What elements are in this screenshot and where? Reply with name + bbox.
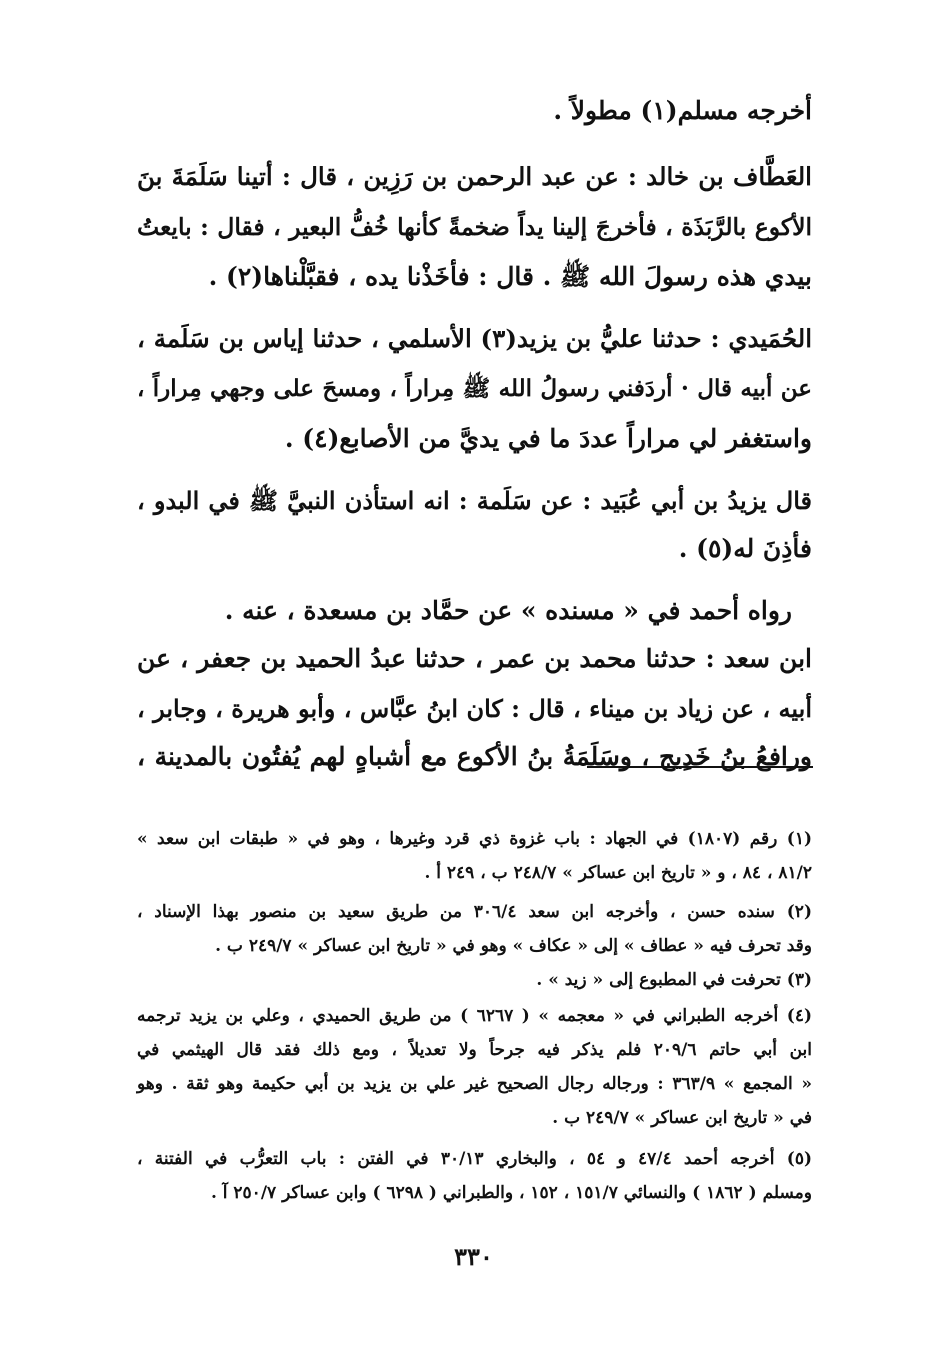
body-line: فأذِنَ له(٥) . [678,534,812,563]
body-line: بيدي هذه رسولَ الله ﷺ . قال : فأخَذْنا يده ، فقبَّلْناها(٢) . [208,262,812,291]
body-line: ورافعُ بنُ خَدِيج ، وسَلَمَةُ بنُ الأكوع مع أشباهٍ لهم يُفتُون بالمدينة ، [137,742,812,771]
footnote-line: ابن أبي حاتم ٢٠٩/٦ فلم يذكر فيه جرحاً ولا تعديلاً ، ومع ذلك فقد قال الهيثمي في [137,1040,812,1060]
footnote-line: (٢) سنده حسن ، وأخرجه ابن سعد ٣٠٦/٤ من طريق سعيد بن منصور بهذا الإسناد ، [137,902,812,922]
footnote-line: (١) رقم (١٨٠٧) في الجهاد : باب غزوة ذي قرد وغيرها ، وهو في « طبقات ابن سعد » [137,829,812,849]
body-line: العَطَّاف بن خالد : عن عبد الرحمن بن رَزِين ، قال : أتينا سَلَمَةَ بنَ [137,162,812,191]
body-line: ابن سعد : حدثنا محمد بن عمر ، حدثنا عبدُ الحميد بن جعفر ، عن [137,644,812,673]
footnote-line: وقد تحرف فيه « عطاف » إلى « عكاف » وهو في « تاريخ ابن عساكر » ٢٤٩/٧ ب . [215,936,812,956]
footnote-line: « المجمع » ٣٦٣/٩ : ورجاله رجال الصحيح غير علي بن يزيد بن أبي حكيمة وهو ثقة . وهو [137,1074,812,1094]
body-line: رواه أحمد في « مسنده » عن حمَّاد بن مسعدة ، عنه . [224,596,792,625]
footnote-line: في « تاريخ ابن عساكر » ٢٤٩/٧ ب . [552,1108,812,1128]
footnote-line: (٤) أخرجه الطبراني في « معجمه » ( ٦٢٦٧ ) من طريق الحميدي ، وعلي بن يزيد ترجمه [137,1006,812,1026]
footnote-line: (٥) أخرجه أحمد ٤٧/٤ و ٥٤ ، والبخاري ٣٠/١٣ في الفتن : باب التعرُّب في الفتنة ، [137,1149,813,1169]
body-line: الحُمَيدي : حدثنا عليُّ بن يزيد(٣) الأسلمي ، حدثنا إياس بن سَلَمة ، [137,324,812,353]
body-line: عن أبيه قال · أردَفني رسولُ الله ﷺ مِراراً ، ومسحَ على وجهي مِراراً ، [137,375,812,402]
footnote-line: ٨١/٢ ، ٨٤ ، و « تاريخ ابن عساكر » ٢٤٨/٧ ب ، ٢٤٩ أ . [424,863,812,883]
body-line: قال يزيدُ بن أبي عُبَيد : عن سَلَمة : انه استأذن النبيَّ ﷺ في البدو ، [137,486,812,515]
page-number: ٣٣٠ [454,1242,493,1271]
footnote-line: ومسلم ( ١٨٦٢ ) والنسائي ١٥١/٧ ، ١٥٢ ، والطبراني ( ٦٢٩٨ ) وابن عساكر ٢٥٠/٧ آ . [210,1183,812,1203]
body-line: أبيه ، عن زياد بن ميناء ، قال : كان ابنُ عبَّاس ، وأبو هريرة ، وجابر ، [137,694,812,723]
body-line: أخرجه مسلم(١) مطولاً . [553,96,812,125]
footnote-separator [587,766,813,768]
body-line: واستغفر لي مراراً عددَ ما في يديَّ من الأصابع(٤) . [284,424,812,453]
body-line: الأكوع بالرَّبَذَة ، فأخرجَ إلينا يداً ضخمةً كأنها خُفُّ البعير ، فقال : بايعتُ [137,213,812,241]
footnote-line: (٣) تحرفت في المطبوع إلى « زيد » . [536,970,812,990]
